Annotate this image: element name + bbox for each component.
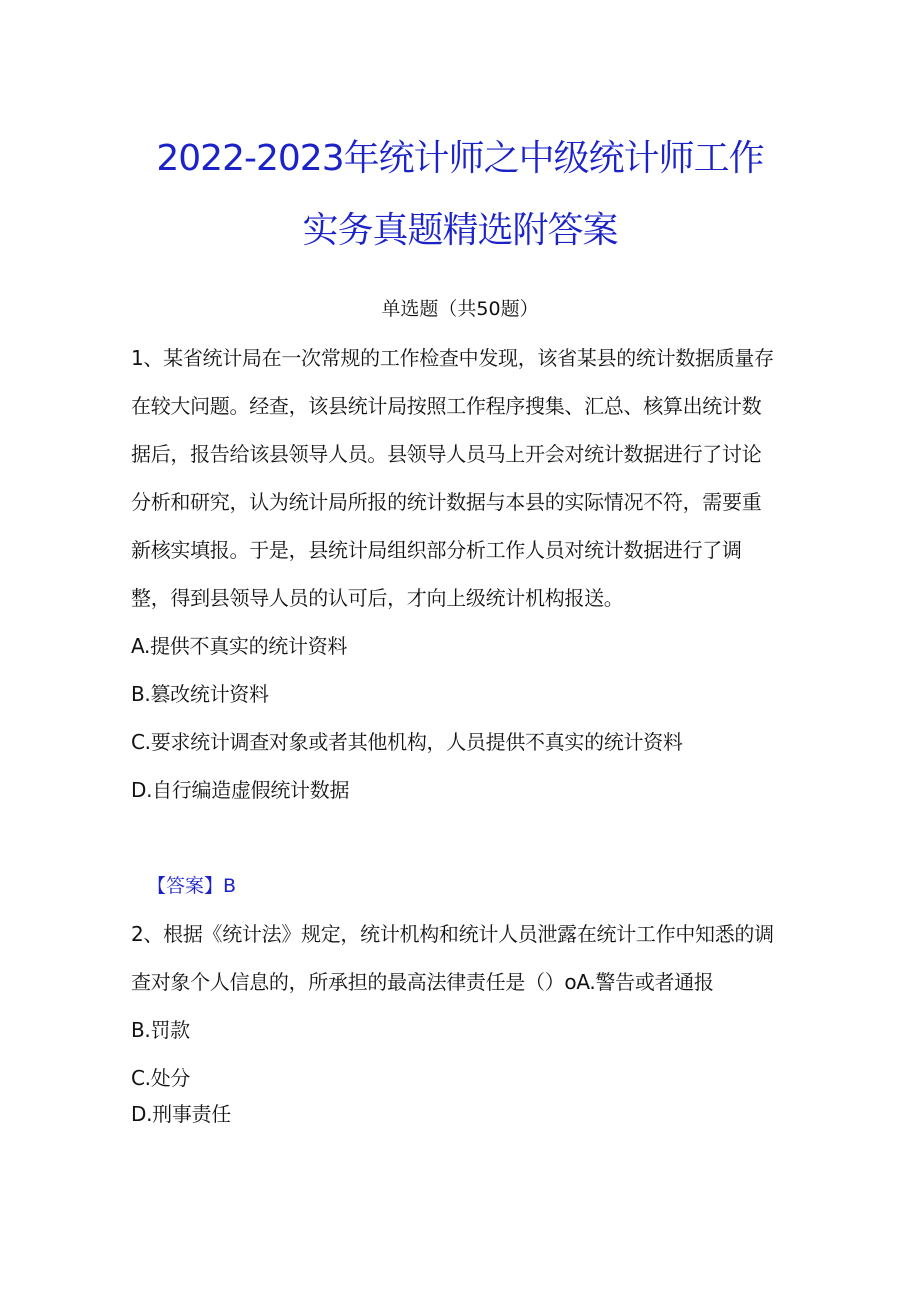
- q1-text-line-2: 在较大问题。经查，该县统计局按照工作程序搜集、汇总、核算出统计数: [131, 394, 762, 418]
- q2-option-c: C.处分: [131, 1066, 191, 1090]
- q1-option-d: D.自行编造虚假统计数据: [131, 778, 350, 802]
- q1-text-line-5: 新核实填报。于是，县统计局组织部分析工作人员对统计数据进行了调: [131, 538, 742, 562]
- q1-option-c: C.要求统计调查对象或者其他机构，人员提供不真实的统计资料: [131, 730, 683, 754]
- section-heading: 单选题（共50题）: [381, 298, 539, 320]
- page-title-line-2: 实务真题精选附答案: [302, 210, 618, 251]
- q1-option-b: B.篡改统计资料: [131, 682, 269, 706]
- page-title-line-1: 2022-2023年统计师之中级统计师工作: [156, 138, 764, 179]
- q1-text-line-6: 整，得到县领导人员的认可后，才向上级统计机构报送。: [131, 586, 624, 610]
- q1-text-line-1: 1、某省统计局在一次常规的工作检查中发现，该省某县的统计数据质量存: [131, 346, 774, 370]
- q1-option-a: A.提供不真实的统计资料: [131, 634, 348, 658]
- q2-text-line-2: 查对象个人信息的，所承担的最高法律责任是（）oA.警告或者通报: [131, 970, 714, 994]
- q1-text-line-3: 据后，报告给该县领导人员。县领导人员马上开会对统计数据进行了讨论: [131, 442, 762, 466]
- q1-answer: 【答案】B: [147, 875, 237, 897]
- q2-option-d: D.刑事责任: [131, 1102, 231, 1126]
- q2-option-b: B.罚款: [131, 1018, 190, 1042]
- q2-text-line-1: 2、根据《统计法》规定，统计机构和统计人员泄露在统计工作中知悉的调: [131, 922, 774, 946]
- q1-text-line-4: 分析和研究，认为统计局所报的统计数据与本县的实际情况不符，需要重: [131, 490, 762, 514]
